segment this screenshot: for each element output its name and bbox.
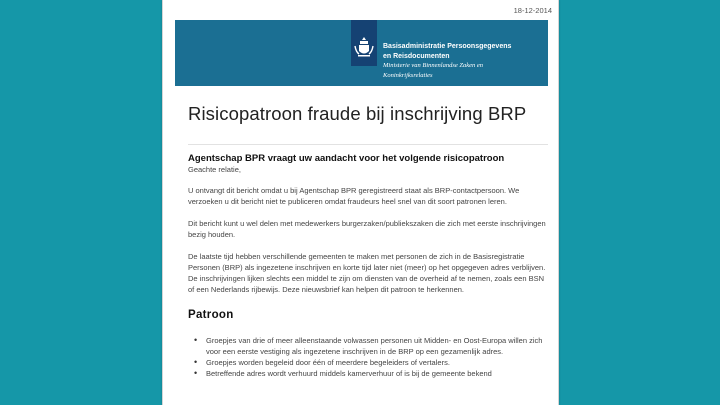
paragraph-3: De laatste tijd hebben verschillende gemeenten te maken met personen de zich in de Basisregistratie Personen (BRP) als ingezetene inschrijven en korte tijd later niet (meer) op het opgegeven adres verblijven. De inschrijvingen lijken slechts een middel te zijn om diensten van de overheid af te nemen, zoals een BSN of een Nederlands rijbewijs. Deze nieuwsbrief kan helpen dit patroon te herkennen. [188,252,546,294]
list-item: • Groepjes van drie of meer alleenstaande volwassen personen uit Midden- en Oost-Europa willen zich voor een eerste vestiging als ingezetene inschrijven in de BRP op een gezamenlijk adres. [206,335,548,357]
list-item: • Betreffende adres wordt verhuurd middels kamerverhuur of is bij de gemeente bekend [206,368,548,379]
subtitle: Agentschap BPR vraagt uw aandacht voor het volgende risicopatroon [188,153,505,164]
banner-line-1: Basisadministratie Persoonsgegevens [383,43,512,50]
greeting: Geachte relatie, [188,165,241,174]
paragraph-2: Dit bericht kunt u wel delen met medewerkers burgerzaken/publiekszaken die zich met eerste inschrijvingen bezig houden. [188,219,546,239]
date-stamp: 18-12-2014 [513,6,552,15]
pattern-list [188,335,548,379]
list-item: • Groepjes worden begeleid door één of meerdere begeleiders of vertalers. [206,357,548,368]
rijksoverheid-crest-icon [354,36,374,58]
divider [188,144,548,145]
newsletter-page [162,0,559,405]
page-title: Risicopatroon fraude bij inschrijving BRP [188,103,527,124]
paragraph-1: U ontvangt dit bericht omdat u bij Agentschap BPR geregistreerd staat als BRP-contactpersoon. We verzoeken u dit bericht niet te publiceren omdat fraudeurs heel snel van dit soort patronen leren. [188,186,520,206]
banner-line-3: Ministerie van Binnenlandse Zaken en [383,62,484,69]
newsletter-content [188,86,548,379]
header-banner [175,20,548,86]
banner-line-4: Koninkrijksrelaties [383,71,433,79]
banner-text [383,42,511,80]
logo [351,20,377,66]
banner-line-2: en Reisdocumenten [383,52,450,60]
section-heading: Patroon [188,309,234,321]
